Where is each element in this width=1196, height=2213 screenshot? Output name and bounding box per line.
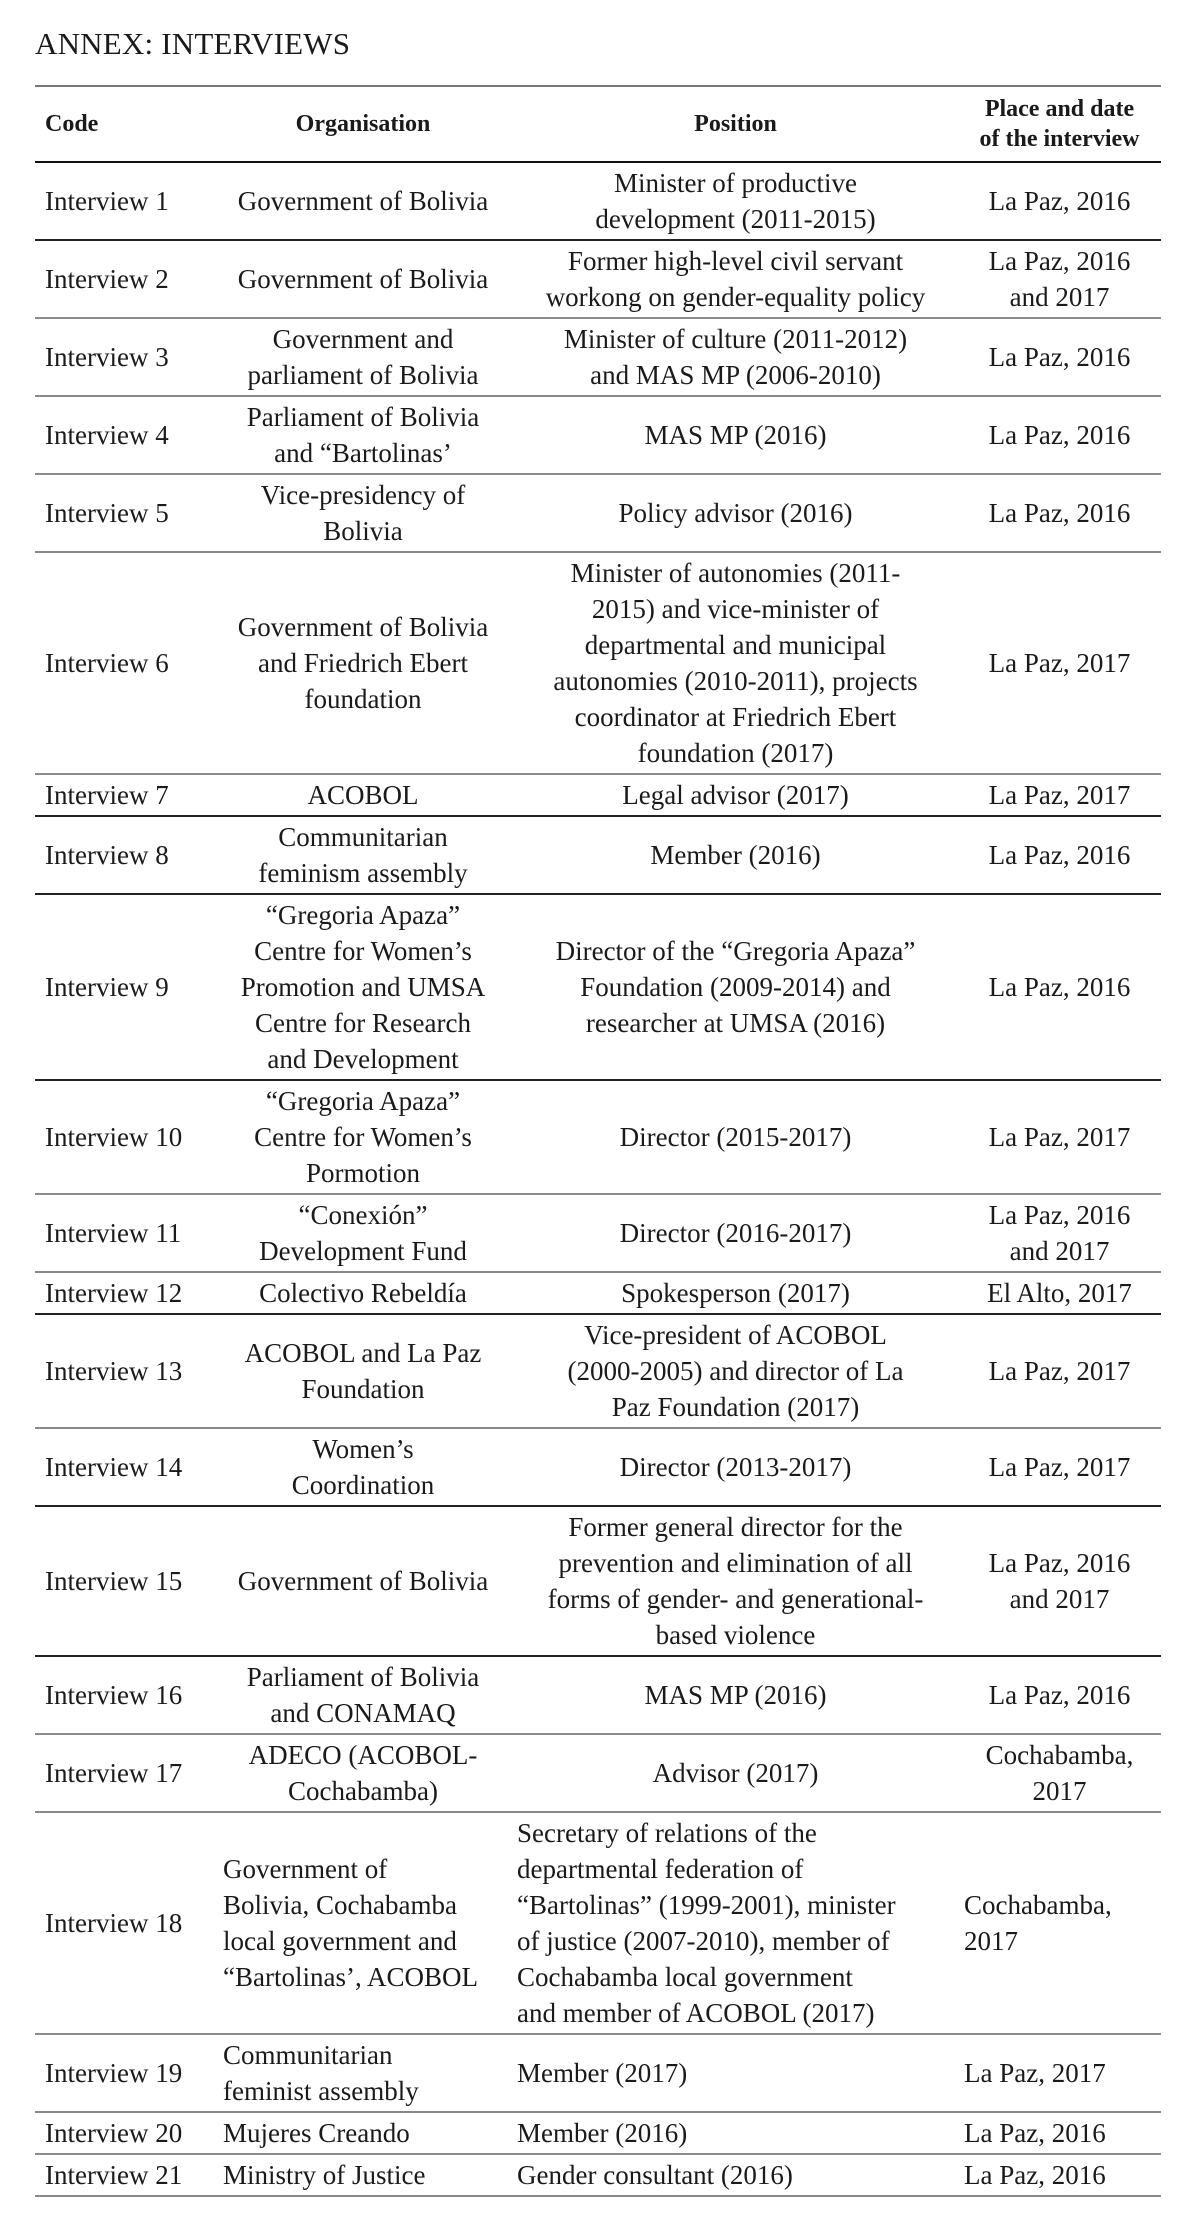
cell-place-date-line: La Paz, 2016	[964, 2118, 1106, 2148]
table-row	[35, 1314, 1161, 1428]
cell-code: Interview 18	[45, 1908, 183, 1938]
cell-organisation-line: Bolivia	[323, 516, 403, 546]
cell-organisation-line: Vice-presidency of	[260, 480, 466, 510]
cell-place-date-line: La Paz, 2017	[988, 780, 1131, 810]
cell-position-line: workong on gender-equality policy	[545, 282, 926, 312]
cell-organisation	[213, 1314, 513, 1428]
cell-position-line: Secretary of relations of the	[517, 1818, 817, 1848]
cell-position	[513, 1812, 958, 2034]
cell-organisation	[213, 894, 513, 1080]
cell-position	[513, 894, 958, 1080]
cell-code: Interview 16	[45, 1680, 183, 1710]
cell-position-line: 2015) and vice-minister of	[591, 594, 880, 624]
cell-organisation-line: and Friedrich Ebert	[258, 648, 468, 678]
cell-organisation-line: Centre for Women’s	[254, 936, 472, 966]
cell-position	[513, 162, 958, 240]
cell-organisation	[213, 2154, 513, 2196]
table-row	[35, 2034, 1161, 2112]
cell-position	[513, 240, 958, 318]
cell-organisation-line: Communitarian	[278, 822, 448, 852]
cell-place-date-line: 2017	[1032, 1776, 1087, 1806]
cell-organisation-line: ACOBOL	[307, 780, 419, 810]
table-row	[35, 1734, 1161, 1812]
table-row	[35, 474, 1161, 552]
cell-organisation-line: Women’s	[312, 1434, 414, 1464]
cell-code: Interview 2	[45, 264, 169, 294]
cell-organisation-line: feminist assembly	[223, 2076, 419, 2106]
table-row	[35, 1428, 1161, 1506]
table-row	[35, 1272, 1161, 1314]
cell-code: Interview 15	[45, 1566, 183, 1596]
cell-organisation-line: Parliament of Bolivia	[246, 1662, 480, 1692]
cell-place-date	[958, 774, 1161, 816]
cell-position-line: development (2011-2015)	[595, 204, 876, 234]
cell-organisation-line: ADECO (ACOBOL-	[248, 1740, 478, 1770]
cell-position	[513, 1734, 958, 1812]
cell-organisation-line: ACOBOL and La Paz	[244, 1338, 482, 1368]
cell-position	[513, 1080, 958, 1194]
cell-code: Interview 3	[45, 342, 169, 372]
cell-place-date	[958, 1314, 1161, 1428]
column-header-place-line1: Place and date	[984, 96, 1135, 122]
cell-position	[513, 2154, 958, 2196]
cell-position	[513, 396, 958, 474]
cell-position	[513, 1272, 958, 1314]
cell-code: Interview 9	[45, 972, 169, 1002]
cell-organisation-line: “Gregoria Apaza”	[265, 900, 461, 930]
table-body	[35, 162, 1161, 2196]
cell-position-line: Director (2016-2017)	[619, 1218, 852, 1248]
cell-position	[513, 2112, 958, 2154]
cell-place-date-line: and 2017	[1009, 282, 1110, 312]
cell-position-line: Director of the “Gregoria Apaza”	[555, 936, 916, 966]
cell-code: Interview 21	[45, 2160, 183, 2190]
cell-organisation	[213, 396, 513, 474]
cell-position-line: autonomies (2010-2011), projects	[553, 666, 918, 696]
cell-place-date	[958, 816, 1161, 894]
cell-place-date	[958, 396, 1161, 474]
cell-organisation-line: Development Fund	[259, 1236, 467, 1266]
cell-organisation	[213, 1506, 513, 1656]
cell-position-line: Paz Foundation (2017)	[611, 1392, 860, 1422]
cell-position-line: forms of gender- and generational-	[547, 1584, 924, 1614]
cell-place-date	[958, 1812, 1161, 2034]
cell-place-date-line: La Paz, 2016	[988, 186, 1131, 216]
cell-place-date-line: La Paz, 2016	[988, 1680, 1131, 1710]
interviews-table	[35, 85, 1161, 2197]
cell-position-line: Gender consultant (2016)	[517, 2160, 793, 2190]
cell-position	[513, 1506, 958, 1656]
cell-position-line: Former general director for the	[568, 1512, 903, 1542]
cell-organisation-line: and “Bartolinas’	[274, 438, 452, 468]
cell-organisation-line: Bolivia, Cochabamba	[223, 1890, 457, 1920]
cell-place-date	[958, 2034, 1161, 2112]
column-header-place-line2: of the interview	[979, 126, 1140, 152]
cell-organisation	[213, 474, 513, 552]
column-header-position: Position	[694, 111, 777, 137]
cell-position-line: Minister of productive	[614, 168, 857, 198]
cell-code: Interview 5	[45, 498, 169, 528]
cell-code: Interview 4	[45, 420, 169, 450]
cell-position	[513, 774, 958, 816]
cell-organisation-line: Parliament of Bolivia	[246, 402, 480, 432]
cell-position-line: based violence	[655, 1620, 816, 1650]
cell-position	[513, 1314, 958, 1428]
cell-organisation-line: Foundation	[301, 1374, 425, 1404]
cell-position-line: MAS MP (2016)	[644, 420, 827, 450]
cell-position-line: of justice (2007-2010), member of	[517, 1926, 890, 1956]
cell-place-date	[958, 2112, 1161, 2154]
cell-organisation-line: Promotion and UMSA	[240, 972, 486, 1002]
column-header-place-date	[958, 86, 1161, 162]
cell-position-line: foundation (2017)	[637, 738, 834, 768]
cell-code: Interview 14	[45, 1452, 183, 1482]
cell-position-line: researcher at UMSA (2016)	[585, 1008, 886, 1038]
cell-position-line: and member of ACOBOL (2017)	[517, 1998, 875, 2028]
cell-place-date-line: La Paz, 2017	[988, 648, 1131, 678]
cell-place-date	[958, 2154, 1161, 2196]
table-row	[35, 240, 1161, 318]
cell-organisation	[213, 1734, 513, 1812]
cell-position-line: Member (2016)	[650, 840, 821, 870]
cell-place-date-line: La Paz, 2017	[988, 1356, 1131, 1386]
cell-position-line: departmental federation of	[517, 1854, 804, 1884]
cell-code: Interview 12	[45, 1278, 183, 1308]
cell-place-date	[958, 552, 1161, 774]
cell-place-date-line: La Paz, 2016	[964, 2160, 1106, 2190]
cell-organisation	[213, 1272, 513, 1314]
cell-place-date-line: La Paz, 2016	[988, 342, 1131, 372]
cell-place-date-line: El Alto, 2017	[987, 1278, 1132, 1308]
cell-place-date-line: La Paz, 2017	[988, 1122, 1131, 1152]
cell-position-line: Minister of culture (2011-2012)	[563, 324, 908, 354]
cell-place-date	[958, 318, 1161, 396]
cell-organisation-line: Pormotion	[305, 1158, 420, 1188]
cell-organisation	[213, 1194, 513, 1272]
cell-organisation-line: Cochabamba)	[288, 1776, 438, 1806]
cell-organisation-line: Coordination	[291, 1470, 435, 1500]
cell-organisation-line: “Bartolinas’, ACOBOL	[223, 1962, 478, 1992]
cell-organisation-line: Government and	[272, 324, 454, 354]
cell-organisation-line: local government and	[223, 1926, 457, 1956]
table-row	[35, 774, 1161, 816]
cell-organisation-line: feminism assembly	[258, 858, 468, 888]
cell-place-date	[958, 1080, 1161, 1194]
cell-place-date-line: and 2017	[1009, 1584, 1110, 1614]
cell-code: Interview 7	[45, 780, 169, 810]
cell-organisation	[213, 816, 513, 894]
cell-position-line: Minister of autonomies (2011-	[570, 558, 901, 588]
table-row	[35, 396, 1161, 474]
cell-organisation	[213, 1656, 513, 1734]
cell-position-line: and MAS MP (2006-2010)	[590, 360, 881, 390]
cell-organisation-line: Mujeres Creando	[223, 2118, 410, 2148]
cell-code: Interview 1	[45, 186, 169, 216]
cell-organisation-line: Colectivo Rebeldía	[259, 1278, 467, 1308]
table-row	[35, 1656, 1161, 1734]
cell-place-date-line: Cochabamba,	[985, 1740, 1134, 1770]
cell-organisation	[213, 774, 513, 816]
cell-position	[513, 474, 958, 552]
table-row	[35, 1080, 1161, 1194]
page-title: ANNEX: INTERVIEWS	[35, 26, 351, 61]
cell-position-line: Policy advisor (2016)	[618, 498, 853, 528]
cell-place-date-line: La Paz, 2016	[988, 420, 1131, 450]
cell-position-line: Member (2017)	[517, 2058, 688, 2088]
cell-position	[513, 2034, 958, 2112]
column-header-code: Code	[45, 111, 99, 137]
cell-code: Interview 19	[45, 2058, 183, 2088]
cell-place-date-line: La Paz, 2016	[988, 972, 1131, 1002]
cell-organisation	[213, 2112, 513, 2154]
cell-position-line: Vice-president of ACOBOL	[584, 1320, 887, 1350]
table-row	[35, 816, 1161, 894]
cell-organisation-line: parliament of Bolivia	[247, 360, 479, 390]
table-row	[35, 1194, 1161, 1272]
cell-organisation	[213, 318, 513, 396]
cell-organisation-line: “Conexión”	[298, 1200, 428, 1230]
cell-organisation-line: Government of Bolivia	[237, 1566, 489, 1596]
cell-position-line: “Bartolinas” (1999-2001), minister	[517, 1890, 896, 1920]
cell-code: Interview 17	[45, 1758, 183, 1788]
table-row	[35, 1812, 1161, 2034]
cell-place-date-line: and 2017	[1009, 1236, 1110, 1266]
cell-position	[513, 1656, 958, 1734]
table-row	[35, 1506, 1161, 1656]
cell-position-line: Legal advisor (2017)	[622, 780, 849, 810]
cell-organisation-line: Government of Bolivia	[237, 264, 489, 294]
cell-position-line: MAS MP (2016)	[644, 1680, 827, 1710]
cell-position-line: coordinator at Friedrich Ebert	[574, 702, 897, 732]
cell-place-date-line: La Paz, 2016	[988, 1200, 1131, 1230]
table-header-row	[35, 86, 1161, 162]
cell-position	[513, 1194, 958, 1272]
cell-organisation-line: and CONAMAQ	[270, 1698, 456, 1728]
cell-place-date	[958, 894, 1161, 1080]
cell-position-line: departmental and municipal	[584, 630, 887, 660]
table-row	[35, 2154, 1161, 2196]
cell-position-line: Former high-level civil servant	[567, 246, 904, 276]
cell-place-date	[958, 1194, 1161, 1272]
cell-position-line: (2000-2005) and director of La	[567, 1356, 904, 1386]
cell-code: Interview 11	[45, 1218, 182, 1248]
cell-position	[513, 318, 958, 396]
cell-position-line: Director (2015-2017)	[619, 1122, 852, 1152]
cell-place-date-line: La Paz, 2016	[988, 246, 1131, 276]
cell-position-line: Spokesperson (2017)	[621, 1278, 850, 1308]
cell-organisation	[213, 240, 513, 318]
cell-organisation	[213, 1428, 513, 1506]
cell-place-date-line: La Paz, 2017	[964, 2058, 1106, 2088]
cell-position-line: Advisor (2017)	[652, 1758, 819, 1788]
cell-place-date	[958, 1656, 1161, 1734]
cell-organisation-line: Government of	[223, 1854, 388, 1884]
cell-place-date-line: 2017	[964, 1926, 1018, 1956]
cell-code: Interview 20	[45, 2118, 183, 2148]
cell-place-date	[958, 1734, 1161, 1812]
cell-organisation	[213, 1812, 513, 2034]
cell-place-date	[958, 474, 1161, 552]
cell-organisation-line: Government of Bolivia	[237, 186, 489, 216]
cell-organisation-line: Ministry of Justice	[223, 2160, 426, 2190]
table-row	[35, 894, 1161, 1080]
cell-position-line: Foundation (2009-2014) and	[580, 972, 891, 1002]
table-row	[35, 552, 1161, 774]
cell-place-date-line: Cochabamba,	[964, 1890, 1112, 1920]
cell-organisation-line: Communitarian	[223, 2040, 393, 2070]
cell-organisation-line: and Development	[267, 1044, 459, 1074]
cell-organisation-line: Centre for Research	[255, 1008, 471, 1038]
cell-organisation-line: “Gregoria Apaza”	[265, 1086, 461, 1116]
cell-code: Interview 13	[45, 1356, 183, 1386]
table-row	[35, 318, 1161, 396]
cell-organisation-line: foundation	[304, 684, 422, 714]
cell-position-line: Cochabamba local government	[517, 1962, 853, 1992]
cell-code: Interview 8	[45, 840, 169, 870]
cell-place-date-line: La Paz, 2016	[988, 1548, 1131, 1578]
cell-place-date	[958, 1428, 1161, 1506]
cell-organisation	[213, 552, 513, 774]
cell-position-line: prevention and elimination of all	[558, 1548, 913, 1578]
cell-position-line: Member (2016)	[517, 2118, 688, 2148]
cell-organisation	[213, 1080, 513, 1194]
cell-place-date	[958, 1272, 1161, 1314]
cell-code: Interview 6	[45, 648, 169, 678]
cell-organisation	[213, 162, 513, 240]
cell-place-date	[958, 1506, 1161, 1656]
cell-place-date	[958, 162, 1161, 240]
cell-position-line: Director (2013-2017)	[619, 1452, 852, 1482]
cell-place-date-line: La Paz, 2016	[988, 840, 1131, 870]
cell-position	[513, 816, 958, 894]
cell-place-date-line: La Paz, 2017	[988, 1452, 1131, 1482]
table-row	[35, 162, 1161, 240]
column-header-organisation: Organisation	[295, 111, 431, 137]
cell-organisation-line: Government of Bolivia	[237, 612, 489, 642]
cell-place-date-line: La Paz, 2016	[988, 498, 1131, 528]
cell-organisation	[213, 2034, 513, 2112]
cell-organisation-line: Centre for Women’s	[254, 1122, 472, 1152]
cell-position	[513, 1428, 958, 1506]
cell-position	[513, 552, 958, 774]
table-row	[35, 2112, 1161, 2154]
cell-code: Interview 10	[45, 1122, 183, 1152]
cell-place-date	[958, 240, 1161, 318]
